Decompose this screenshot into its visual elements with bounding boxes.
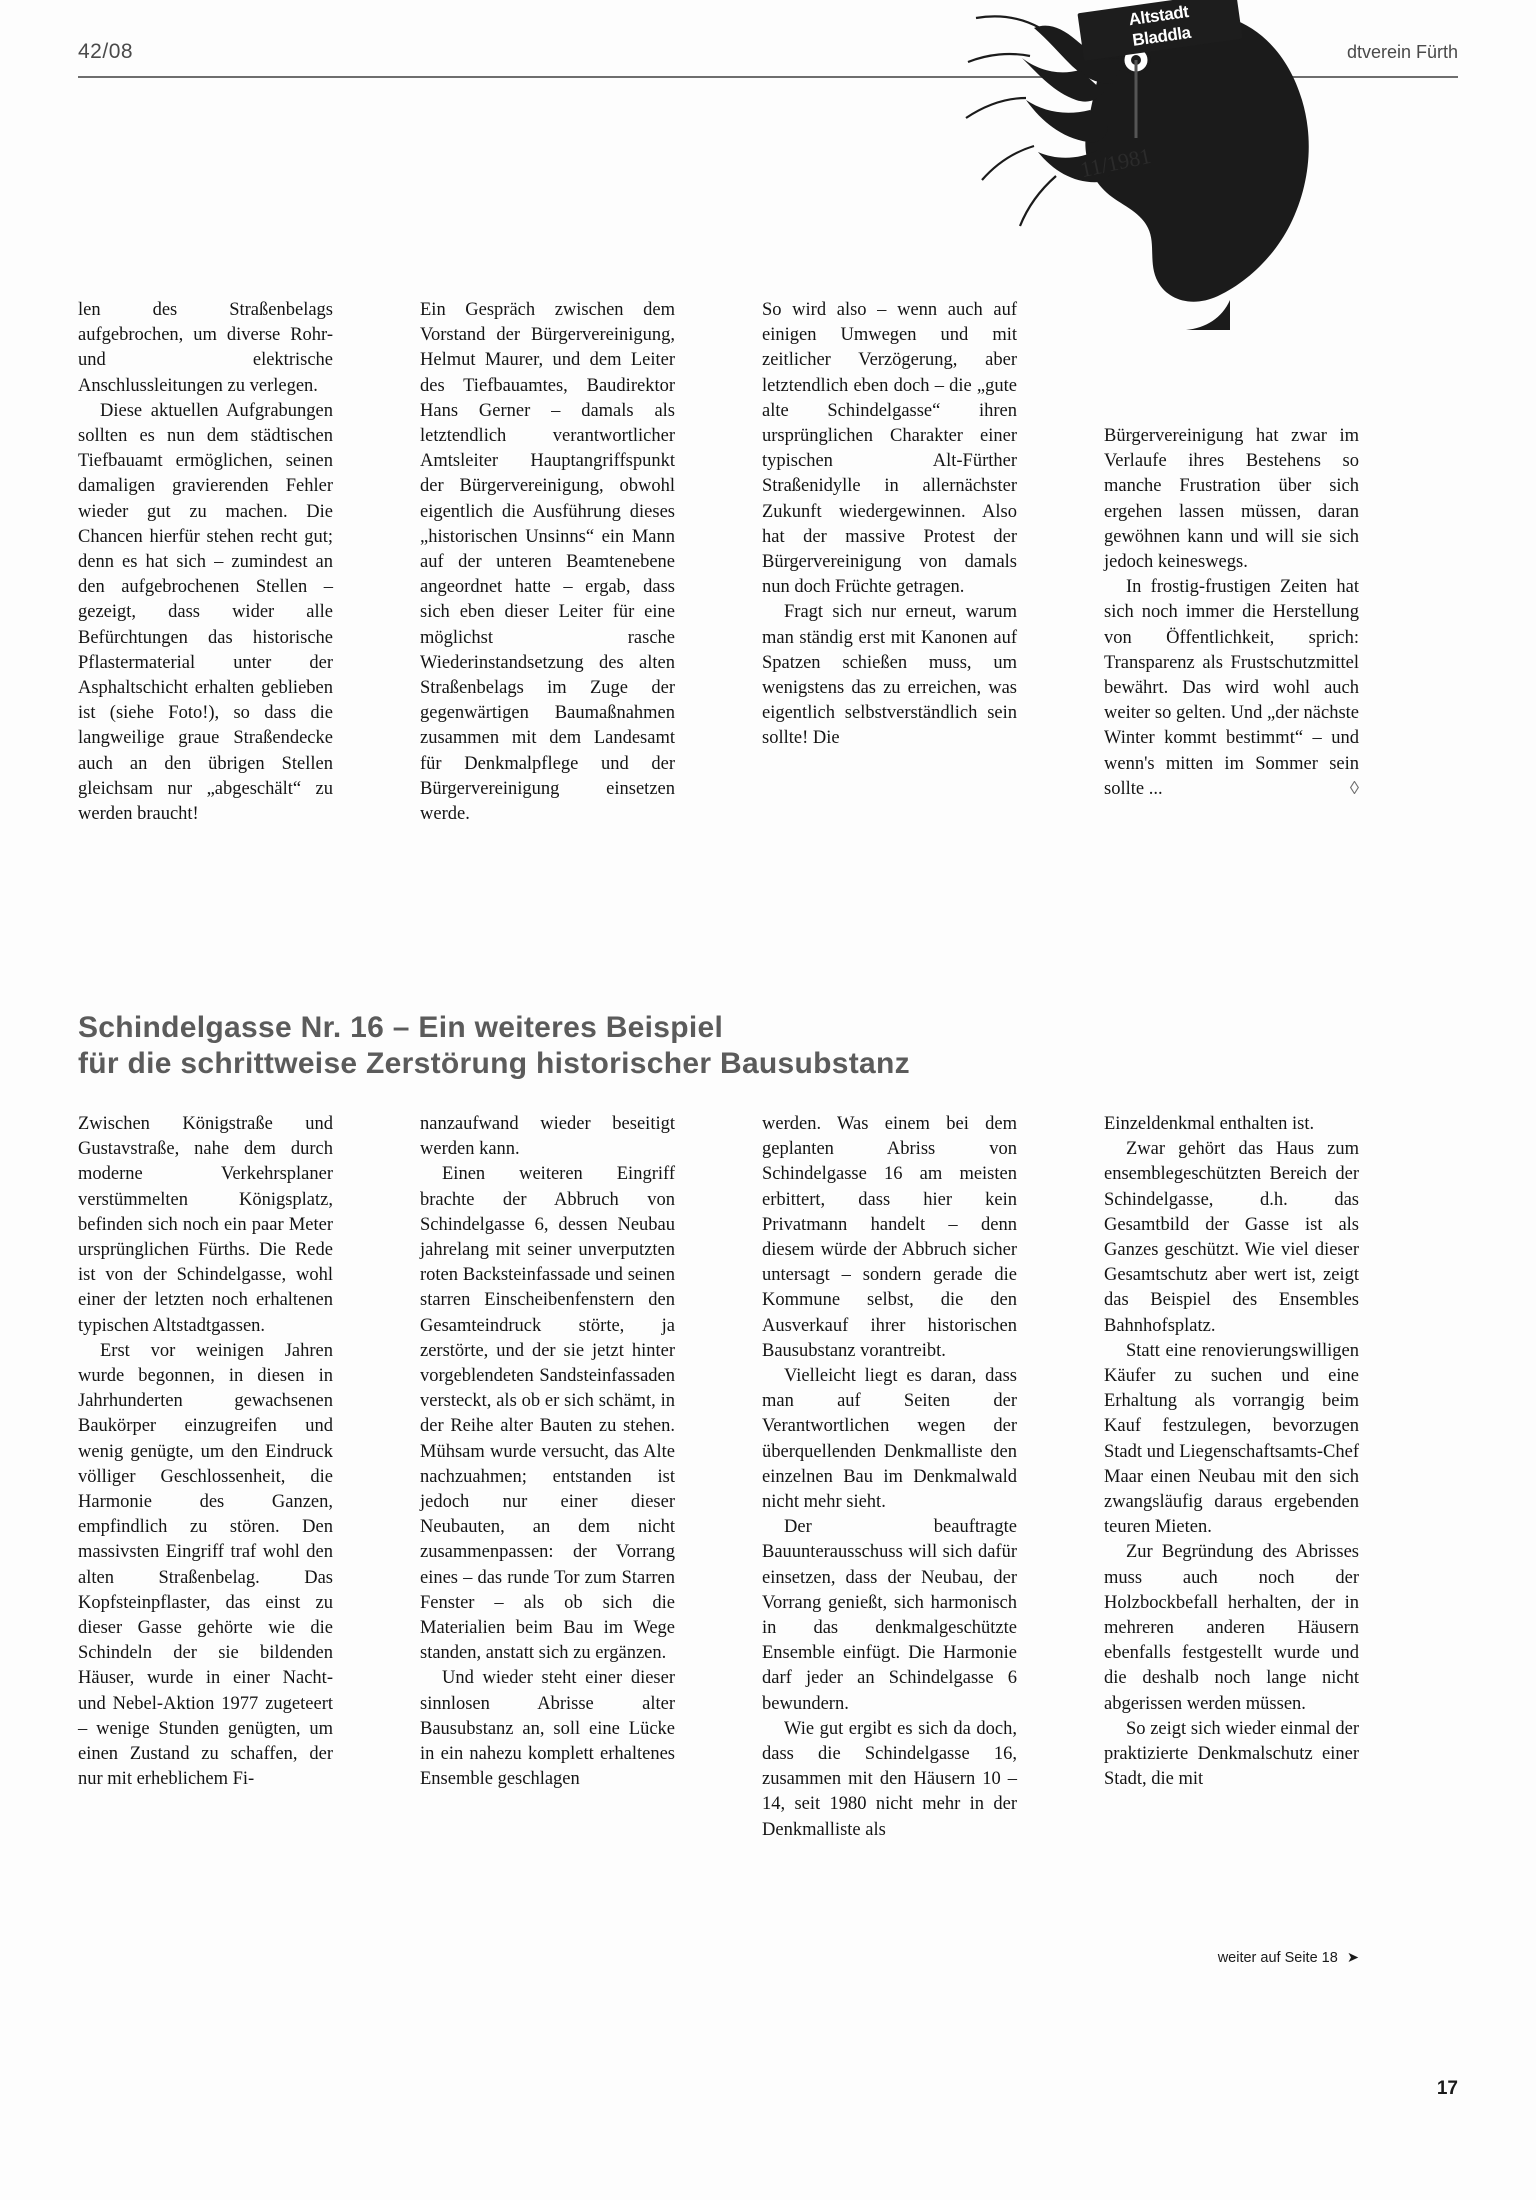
paragraph: Zur Begründung des Abrisses muss auch noch der Holzbockbefall herhalten, der in mehreren anderen Häusern ebenfalls festgestellt wurde und die deshalb noch lange nicht abgerissen werden müssen. bbox=[1104, 1542, 1359, 1714]
arrow-right-icon: ➤ bbox=[1346, 1950, 1359, 1966]
paragraph: Einzeldenkmal enthalten ist. bbox=[1104, 1114, 1315, 1134]
article2-headline-line1: Schindelgasse Nr. 16 – Ein weiteres Beispiel bbox=[78, 1011, 724, 1044]
article1-column-1 bbox=[78, 298, 333, 827]
paragraph: Und wieder steht einer dieser sinnlosen Abrisse alter Bausubstanz an, soll eine Lücke in ein nahezu komplett erhaltenes Ensemble geschlagen bbox=[420, 1668, 675, 1790]
paragraph: Erst vor weinigen Jahren wurde begonnen, in diesen in Jahrhunderten gewachsenen Baukörper einzugreifen und wenig genügte, um den Eindruck völliger Geschlossenheit, die Harmonie des Ganzen, empfindlich zu stören. Den massivsten Eingriff traf wohl den alten Straßenbelag. Das Kopfsteinpflaster, das einst zu dieser Gasse gehörte wie die Schindeln der sie bildenden Häuser, wurde in einer Nacht- und Nebel-Aktion 1977 zugeteert – wenige Stunden genügten, um einen Zustand zu schaffen, der nur mit erheblichem Fi- bbox=[78, 1340, 333, 1790]
article2-headline bbox=[78, 1010, 1078, 1082]
paragraph: Diese aktuellen Aufgrabungen sollten es nun dem städtischen Tiefbauamt ermöglichen, seinen damaligen gravierenden Fehler wieder gut zu machen. Die Chancen hierfür stehen recht gut; denn es hat sich – zumindest an den aufgebrochenen Stellen – gezeigt, dass wider alle Befürchtungen das historische Pflastermaterial unter der Asphaltschicht erhalten geblieben ist (siehe Foto!), so dass die langweilige graue Straßendecke auch an den übrigen Stellen gleichsam nur „abgeschält“ zu werden braucht! bbox=[78, 400, 333, 825]
paragraph: len des Straßenbelags aufgebrochen, um diverse Rohr- und elektrische Anschlussleitungen zu verlegen. bbox=[78, 300, 333, 396]
masthead-date-stamp: 11/1981 bbox=[1078, 142, 1154, 183]
paragraph: werden. Was einem bei dem geplanten Abriss von Schindelgasse 16 am meisten erbittert, dass hier kein Privatmann handelt – denn diesem würde der Abbruch sicher untersagt – sondern gerade die Kommune selbst, die den Ausverkauf ihrer historischen Bausubstanz vorantreibt. bbox=[762, 1114, 1017, 1361]
paragraph: So zeigt sich wieder einmal der praktizierte Denkmalschutz einer Stadt, die mit bbox=[1104, 1718, 1359, 1790]
article2-column-1 bbox=[78, 1112, 333, 1792]
continued-label: weiter auf Seite 18 bbox=[1217, 1950, 1338, 1966]
masthead-logo-line1: Altstadt bbox=[1127, 2, 1190, 30]
page-number: 17 bbox=[1436, 2078, 1458, 2099]
paragraph: Zwischen Königstraße und Gustavstraße, nahe dem durch moderne Verkehrsplaner verstümmelten Königsplatz, befinden sich noch ein paar Meter ursprünglichen Fürths. Die Rede ist von der Schindelgasse, wohl einer der letzten noch erhaltenen typischen Altstadtgassen. bbox=[78, 1114, 333, 1336]
paragraph: In frostig-frustigen Zeiten hat sich noch immer die Herstellung von Öffentlichkeit, sprich: Transparenz als Frustschutzmittel bewährt. Das wird wohl auch weiter so gelten. Und „der nächste Winter kommt bestimmt“ – und wenn's mitten im Sommer sein sollte ... bbox=[1104, 577, 1359, 799]
publisher-name: dtverein Fürth bbox=[1346, 42, 1458, 62]
continued-on-page-note bbox=[1104, 1950, 1359, 1966]
paragraph: Fragt sich nur erneut, warum man ständig erst mit Kanonen auf Spatzen schießen muss, um wenigstens das zu erreichen, was eigentlich selbstverständlich sein sollte! Die bbox=[762, 602, 1017, 749]
article2-column-4 bbox=[1104, 1112, 1359, 1792]
paragraph: Statt eine renovierungswilligen Käufer zu suchen und eine Erhaltung als vorrangig beim Kauf festzulegen, bevorzugen Stadt und Liegenschaftsamts-Chef Maar einen Neubau mit den sich zwangsläufig daraus ergebenden teuren Mieten. bbox=[1104, 1340, 1359, 1538]
paragraph: So wird also – wenn auch auf einigen Umwegen und mit zeitlicher Verzögerung, aber letztendlich eben doch – die „gute alte Schindelgasse“ ihren ursprünglichen Charakter einer typischen Alt-Fürther Straßenidylle in allernächster Zukunft wiedergewinnen. Also hat der massive Protest der Bürgervereinigung von damals nun doch Früchte getragen. bbox=[762, 300, 1017, 598]
issue-number: 42/08 bbox=[78, 40, 134, 63]
masthead-graphic bbox=[930, 0, 1350, 330]
paragraph: Zwar gehört das Haus zum ensemblegeschützten Bereich der Schindelgasse, d.h. das Gesamtbild der Gasse ist als Ganzes geschützt. Wie viel dieser Gesamtschutz aber wert ist, zeigt das Beispiel des Ensembles Bahnhofsplatz. bbox=[1104, 1139, 1359, 1336]
paragraph: Ein Gespräch zwischen dem Vorstand der Bürgervereinigung, Helmut Maurer, und dem Leiter des Tiefbauamtes, Baudirektor Hans Gerner – damals als letztendlich verantwortlicher Amtsleiter Hauptangriffspunkt der Bürgervereinigung, obwohl eigentlich die Ausführung dieses „historischen Unsinns“ ein Mann auf der unteren Beamtenebene angeordnet hatte – ergab, dass sich eben dieser Leiter für eine möglichst rasche Wiederinstandsetzung des alten Straßenbelags im Zuge der gegenwärtigen Baumaßnahmen zusammen mit dem Landesamt für Denkmalpflege und der Bürgervereinigung einsetzen werde. bbox=[420, 300, 675, 825]
paragraph: Bürgervereinigung hat zwar im Verlaufe ihres Bestehens so manche Frustration über sich ergehen lassen müssen, daran gewöhnen kann und will sie sich jedoch keineswegs. bbox=[1104, 426, 1359, 573]
end-of-article-mark: ◊ bbox=[1349, 779, 1359, 800]
paragraph: Vielleicht liegt es daran, dass man auf Seiten der Verantwortlichen wegen der überquellenden Denkmalliste den einzelnen Bau im Denkmalwald nicht mehr sieht. bbox=[762, 1366, 1017, 1513]
paragraph: Der beauftragte Bauunterausschuss will sich dafür einsetzen, dass der Neubau, der Vorrang genießt, sich harmonisch in das denkmalgeschützte Ensemble einfügt. Die Harmonie darf jeder an Schindelgasse 6 bewundern. bbox=[762, 1517, 1017, 1714]
masthead-logo-line2: Bladdla bbox=[1131, 22, 1192, 50]
paragraph: Wie gut ergibt es sich da doch, dass die Schindelgasse 16, zusammen mit den Häusern 10 – 14, seit 1980 nicht mehr in der Denkmalliste als bbox=[762, 1718, 1017, 1840]
article1-column-4 bbox=[1104, 424, 1359, 802]
article2-column-3 bbox=[762, 1112, 1017, 1843]
article2-column-2 bbox=[420, 1112, 675, 1792]
article1-column-2 bbox=[420, 298, 675, 827]
article1-column-3 bbox=[762, 298, 1017, 752]
article2-headline-line2: für die schrittweise Zerstörung historischer Bausubstanz bbox=[78, 1047, 910, 1080]
paragraph: Einen weiteren Eingriff brachte der Abbruch von Schindelgasse 6, dessen Neubau jahrelang mit seiner unverputzten roten Backsteinfassade und seinen starren Einscheibenfenstern den Gesamteindruck störte, ja zerstörte, und der sie jetzt hinter vorgeblendeten Sandsteinfassaden versteckt, als ob er sich schämt, in der Reihe alter Bauten zu stehen. Mühsam wurde versucht, das Alte nachzuahmen; entstanden ist jedoch nur einer dieser Neubauten, an dem nicht zusammenpassen: der Vorrang eines – das runde Tor zum Starren Fenster – als ob sich die Materialien beim Bau im Wege standen, anstatt sich zu ergänzen. bbox=[420, 1164, 675, 1664]
paragraph: nanzaufwand wieder beseitigt werden kann. bbox=[420, 1114, 675, 1160]
